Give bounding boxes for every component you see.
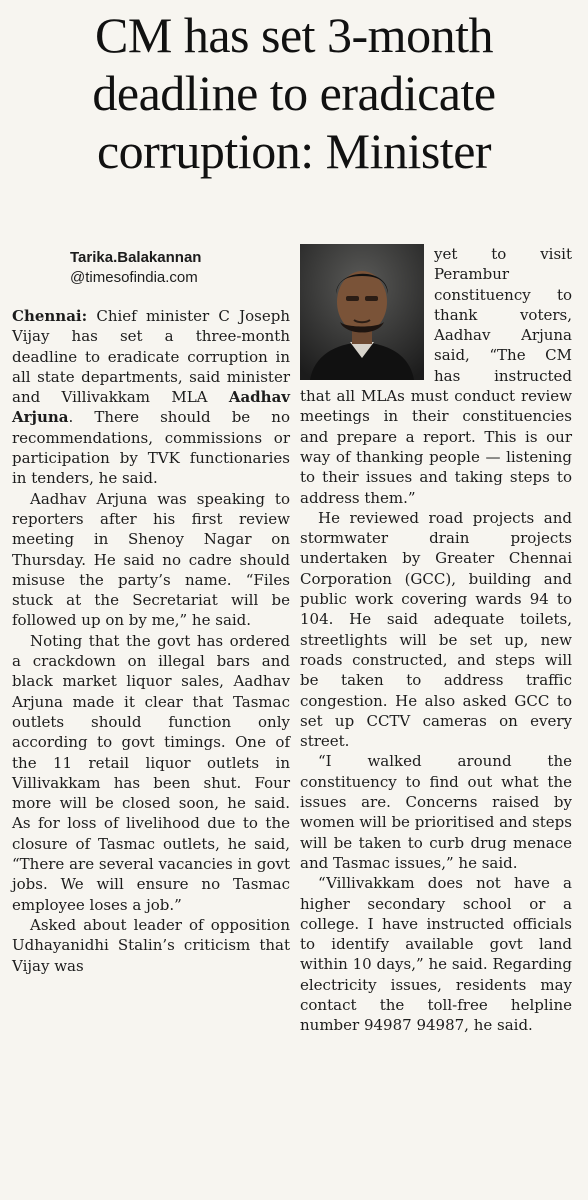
paragraph-5: He reviewed road projects and stormwater drain projects undertaken by Greater Chennai Corporation (GCC), building and public work covering wards 94 to 104. He said adequate toilets, streetlights will be set up, new roads constructed, and steps will be taken to address traffic congestion. He also asked GCC to set up CCTV cameras on every street. — [300, 508, 572, 751]
paragraph-2: Aadhav Arjuna was speaking to reporters after his first review meeting in Shenoy Nagar on Thursday. He said no cadre should misuse the party’s name. “Files stuck at the Secretariat will be followed up on by me,” he said. — [12, 489, 290, 630]
headline — [8, 6, 580, 180]
headline-line-3: corruption: Minister — [96, 123, 492, 179]
author-name: Tarika.Balakannan — [70, 249, 202, 266]
paragraph-3: Noting that the govt has ordered a crackdown on illegal bars and black market liquor sales, Aadhav Arjuna made it clear that Tasmac outlets should function only according to govt timings. One of the 11 retail liquor outlets in Villivakkam has been shut. Four more will be closed soon, he said. As for loss of livelihood due to the closure of Tasmac outlets, he said, “There are several vacancies in govt jobs. We will ensure no Tasmac employee loses a job.” — [12, 631, 290, 914]
author-handle: @timesofindia.com — [70, 269, 198, 286]
paragraph-4-continued: yet to visit Perambur constituency to thank voters, Aadhav Arjuna said, “The CM has instructed that all MLAs must conduct review meetings in their constituencies and prepare a report. This is our way of thanking people — listening to their issues and taking steps to address them.” — [300, 245, 572, 507]
paragraph-7: “Villivakkam does not have a higher secondary school or a college. I have instructed officials to identify available govt land within 10 days,” he said. Regarding electricity issues, residents may contact the toll-free helpline number 94987 94987, he said. — [300, 874, 572, 1035]
paragraph-1-text-b: . There should be no recommendations, commissions or participation by TVK functionaries in tenders, he said. — [12, 408, 290, 488]
paragraph-1 — [12, 306, 290, 489]
portrait-photo — [300, 244, 424, 380]
paragraph-6: “I walked around the constituency to find out what the issues are. Concerns raised by women will be prioritised and steps will be taken to curb drug menace and Tasmac issues,” he said. — [300, 752, 572, 872]
headline-line-2: deadline to eradicate — [92, 65, 496, 121]
headline-line-1: CM has set 3-month — [95, 7, 493, 63]
column-2 — [300, 244, 572, 1036]
byline — [70, 248, 290, 288]
portrait-image — [300, 244, 424, 380]
column-1 — [12, 306, 290, 976]
dateline: Chennai: — [12, 307, 88, 325]
minister-name: Aadhav Arjuna — [12, 388, 290, 427]
paragraph-4-start: Asked about leader of opposition Udhayanidhi Stalin’s criticism that Vijay was — [12, 915, 290, 975]
paragraph-1-text-a: Chief minister C Joseph Vijay has set a three-month deadline to eradicate corruption in all state departments, said minister and Villivakkam MLA — [12, 307, 290, 407]
